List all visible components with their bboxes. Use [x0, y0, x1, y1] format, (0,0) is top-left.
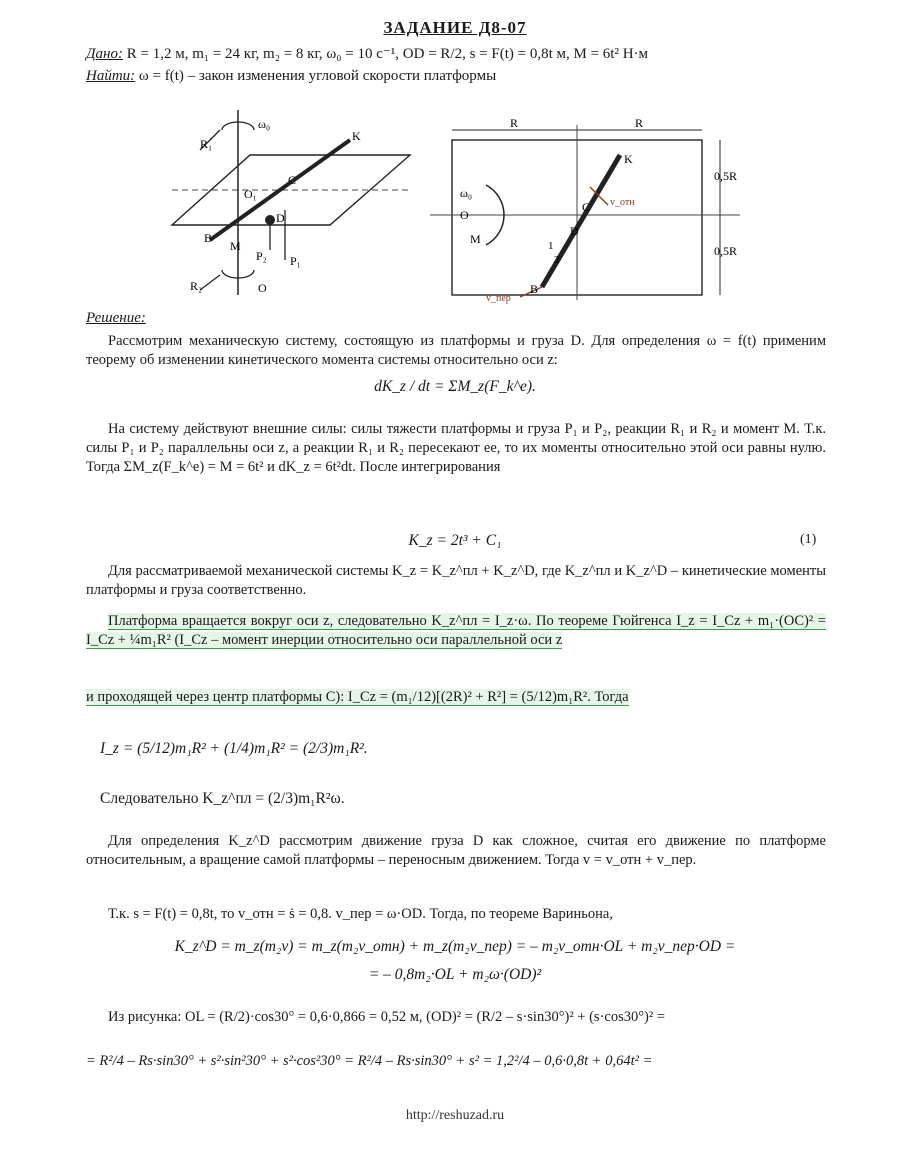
- page-title: ЗАДАНИЕ Д8-07: [383, 18, 527, 37]
- guide-channel-top: [542, 155, 620, 287]
- given-label: Дано:: [86, 46, 123, 62]
- highlighted-text-2: и проходящей через центр платформы C): I_Cz = (m₁/12)[(2R)² + R²] = (5/12)m₁R². Тогда: [86, 689, 629, 705]
- solution-paragraph-3: Для рассматриваемой механической системы K_z = K_z^пл + K_z^D, где K_z^пл и K_z^D – кинетические моменты платформы и груза соответственно.: [86, 563, 826, 598]
- equation-7: = R²/4 – Rs·sin30° + s²·sin²30° + s²·cos²30° = R²/4 – Rs·sin30° + s² = 1,2²/4 – 0,6·0,8t + 0,64t² =: [86, 1053, 653, 1069]
- label-o1: O₁: [244, 187, 257, 201]
- label-point-2: 2: [554, 254, 560, 266]
- equation-2: K_z = 2t³ + C₁: [408, 532, 502, 549]
- equation-4: Следовательно K_z^пл = (2/3)m₁R²ω.: [100, 790, 345, 807]
- label-c: C: [288, 173, 297, 187]
- label-c-top: C: [582, 200, 591, 214]
- label-m: M: [230, 239, 241, 253]
- solution-paragraph-4b: [86, 688, 826, 707]
- label-r1: R₁: [200, 137, 213, 151]
- solution-paragraph-1: Рассмотрим механическую систему, состоящую из платформы и груза D. Для определения ω = f(t) применим теорему об изменении кинетического момента системы относительно оси z:: [86, 333, 826, 368]
- figure-left-diagram: [160, 100, 430, 300]
- label-b: B: [204, 231, 213, 245]
- label-point-1: 1: [548, 240, 554, 252]
- equation-6: = – 0,8m₂·OL + m₂ω·(OD)²: [368, 966, 542, 983]
- find-text: ω = f(t) – закон изменения угловой скорости платформы: [138, 68, 497, 84]
- label-k: K: [352, 129, 361, 143]
- label-b-top: B: [530, 282, 539, 296]
- label-d-top: D: [570, 224, 579, 238]
- solution-paragraph-4a: [86, 612, 826, 650]
- dim-r-left: R: [510, 116, 519, 130]
- label-p1: P₁: [290, 254, 301, 268]
- label-k-top: K: [624, 152, 633, 166]
- label-d: D: [276, 211, 285, 225]
- given-text: R = 1,2 м, m₁ = 24 кг, m₂ = 8 кг, ω₀ = 10 с⁻¹, OD = R/2, s = F(t) = 0,8t м, M = 6t² Н·м: [126, 46, 649, 62]
- label-p2: P₂: [256, 249, 267, 263]
- reaction-r2-arrow: [200, 275, 220, 290]
- find-label: Найти:: [86, 68, 136, 84]
- highlighted-text-1: Платформа вращается вокруг оси z, следовательно K_z^пл = I_z·ω. По теореме Гюйгенса I_z = I_Cz + m₁·(OC)² = I_Cz + ¼m₁R² (I_Cz – момент инерции относительно оси параллельной оси z: [86, 613, 826, 648]
- given-line: [86, 44, 648, 63]
- equation-3: I_z = (5/12)m₁R² + (1/4)m₁R² = (2/3)m₁R².: [100, 740, 368, 757]
- equation-2-number: (1): [800, 532, 817, 547]
- dim-r-right: R: [635, 116, 644, 130]
- find-line: [86, 68, 496, 85]
- solution-paragraph-6: Т.к. s = F(t) = 0,8t, то v_отн = ṡ = 0,8. v_пер = ω·OD. Тогда, по теореме Вариньона,: [108, 906, 613, 922]
- label-o: O: [258, 281, 267, 295]
- solution-paragraph-5: Для определения K_z^D рассмотрим движение груза D как сложное, считая его движение по платформе относительным, а вращение самой платформы – переносным движением. Тогда v = v_отн + v_пер.: [86, 833, 826, 868]
- load-d: [265, 215, 275, 225]
- label-v-tr: v_пер: [486, 293, 511, 304]
- figure-right-diagram: [430, 115, 750, 305]
- footer-url: http://reshuzad.ru: [405, 1108, 505, 1123]
- label-o-top: O: [460, 208, 469, 222]
- label-m-top: M: [470, 232, 481, 246]
- equation-5: K_z^D = m_z(m₂v) = m_z(m₂v_отн) + m_z(m₂v_пер) = – m₂v_отн·OL + m₂v_пер·OD =: [174, 938, 736, 955]
- label-v-rel: v_отн: [610, 197, 635, 208]
- solution-paragraph-2: На систему действуют внешние силы: силы тяжести платформы и груза P₁ и P₂, реакции R₁ и R₂ и момент M. Т.к. силы P₁ и P₂ параллельны оси z, а реакции R₁ и R₂ пересекают ее, то их моменты относительно этой оси равны нулю. Тогда ΣM_z(F_k^e) = M = 6t² и dK_z = 6t²dt. После интегрирования: [86, 421, 826, 475]
- solution-heading: Решение:: [86, 310, 146, 326]
- label-omega0: ω₀: [258, 117, 271, 131]
- solution-paragraph-7: Из рисунка: OL = (R/2)·cos30° = 0,6·0,866 = 0,52 м, (OD)² = (R/2 – s·sin30°)² + (s·cos30°)² =: [108, 1009, 665, 1025]
- label-r2: R₂: [190, 279, 203, 293]
- equation-1: dK_z / dt = ΣM_z(F_k^e).: [374, 378, 536, 395]
- label-omega0-top: ω₀: [460, 186, 473, 200]
- dim-half-r-bottom: 0,5R: [714, 244, 738, 258]
- dim-half-r-top: 0,5R: [714, 169, 738, 183]
